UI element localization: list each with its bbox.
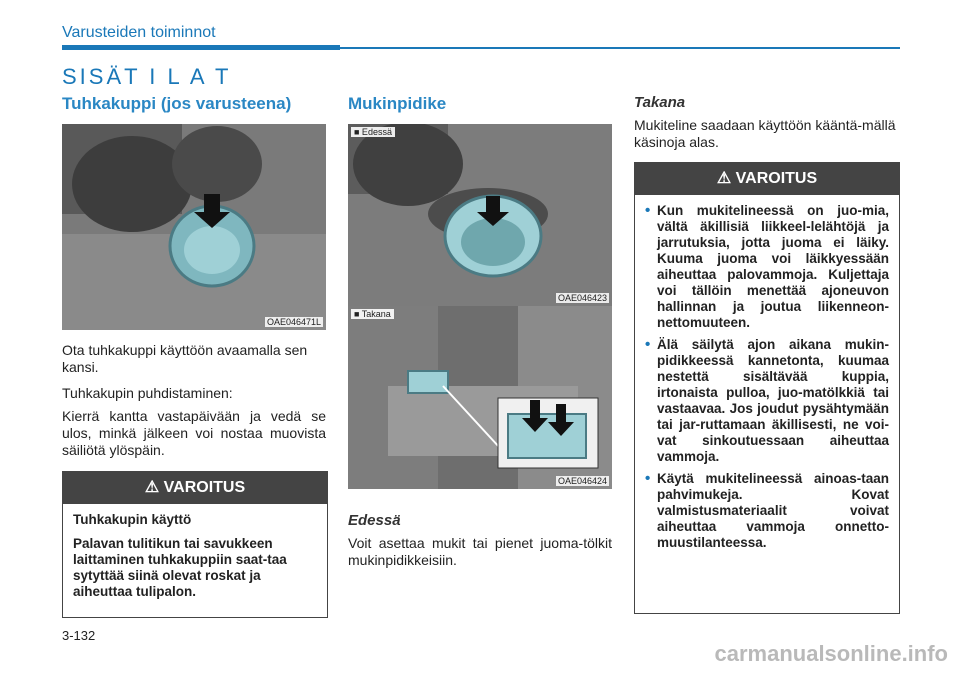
chapter-header: Varusteiden toiminnot (62, 24, 216, 41)
section-title: SISÄT I L A T (62, 64, 232, 89)
warning-body (635, 195, 899, 565)
column-ashtray (62, 94, 326, 114)
warning-icon: ⚠ (716, 170, 732, 187)
ashtray-illustration (62, 124, 326, 330)
front-text: Voit asettaa mukit tai pienet juoma-tölkit mukinpidikkeisiin. (348, 535, 612, 568)
rear-cupholder-illustration (348, 306, 612, 489)
cupholder-warning-box (634, 162, 900, 614)
ashtray-warning-box (62, 471, 328, 618)
front-photo-code: OAE046423 (557, 293, 607, 303)
cupholder-heading: Mukinpidike (348, 94, 447, 113)
rear-cupholder-photo (348, 306, 612, 489)
warning-header (63, 472, 327, 504)
front-photo-tag: ■ Edessä (351, 127, 395, 137)
front-cupholder-photo (348, 124, 612, 306)
warning-item: • Älä säilytä ajon aikana mukin-pidikkeessä kannetonta, kuumaa nestettä sisältävää kuppia, irtonaista pulloa, juo-matölkkiä tai vastaavaa. Jos joudut pysähtymään tai jar-ruttamaan äkillisesti, ne voi-vat sinkoutuessaan aiheuttaa vammoja. (645, 337, 889, 465)
front-subheading: Edessä (348, 512, 401, 529)
rear-text: Mukiteline saadaan käyttöön kääntä-mällä käsinoja alas. (634, 117, 896, 150)
watermark: carmanualsonline.info (714, 641, 948, 666)
front-cupholder-illustration (348, 124, 612, 306)
warning-body (63, 504, 327, 608)
warning-text: Palavan tulitikun tai savukkeen laittaminen tuhkakuppiin saat-taa sytyttää siinä olevat roskat ja aiheuttaa tulipalon. (73, 536, 287, 599)
rear-photo-tag: ■ Takana (351, 309, 394, 319)
front-cupholder-text (348, 512, 612, 569)
warning-item: • Käytä mukitelineessä ainoas-taan pahvimukeja. Kovat valmistusmateriaalit voivat aiheuttaa vammoja onnetto-muustilanteessa. (645, 471, 889, 551)
ashtray-p3: Kierrä kantta vastapäivään ja vedä se ulos, minkä jälkeen voi nostaa muovista säiliötä ylöspäin. (62, 408, 326, 458)
warning-icon: ⚠ (144, 479, 160, 496)
ashtray-text (62, 342, 326, 459)
column-cupholder (348, 94, 612, 114)
warning-title: VAROITUS (735, 170, 818, 187)
ashtray-p2: Tuhkakupin puhdistaminen: (62, 385, 233, 401)
warning-header (635, 163, 899, 195)
rear-subheading: Takana (634, 94, 686, 111)
ashtray-photo (62, 124, 326, 330)
ashtray-photo-code: OAE046471L (266, 317, 321, 327)
warning-list (645, 203, 889, 551)
header-rule (62, 45, 340, 50)
warning-item: • Kun mukitelineessä on juo-mia, vältä äkillisiä liikkeel-lelähtöjä ja jarrutuksia, jotta juoma ei läiky. Kuuma juoma voi läikkyessään aiheuttaa palovammoja. Kuljettaja voi tällöin menettää ajoneuvon hallinnan ja joutua liikenneon-nettomuuteen. (645, 203, 889, 331)
warning-subtitle: Tuhkakupin käyttö (73, 512, 192, 527)
column-rear (634, 94, 898, 151)
ashtray-heading: Tuhkakuppi (jos varusteena) (62, 94, 292, 113)
header-rule-thin (340, 47, 900, 49)
page-number: 3-132 (62, 628, 96, 643)
warning-title: VAROITUS (163, 479, 246, 496)
rear-photo-code: OAE046424 (557, 476, 607, 486)
ashtray-p1: Ota tuhkakuppi käyttöön avaamalla sen kansi. (62, 342, 308, 375)
